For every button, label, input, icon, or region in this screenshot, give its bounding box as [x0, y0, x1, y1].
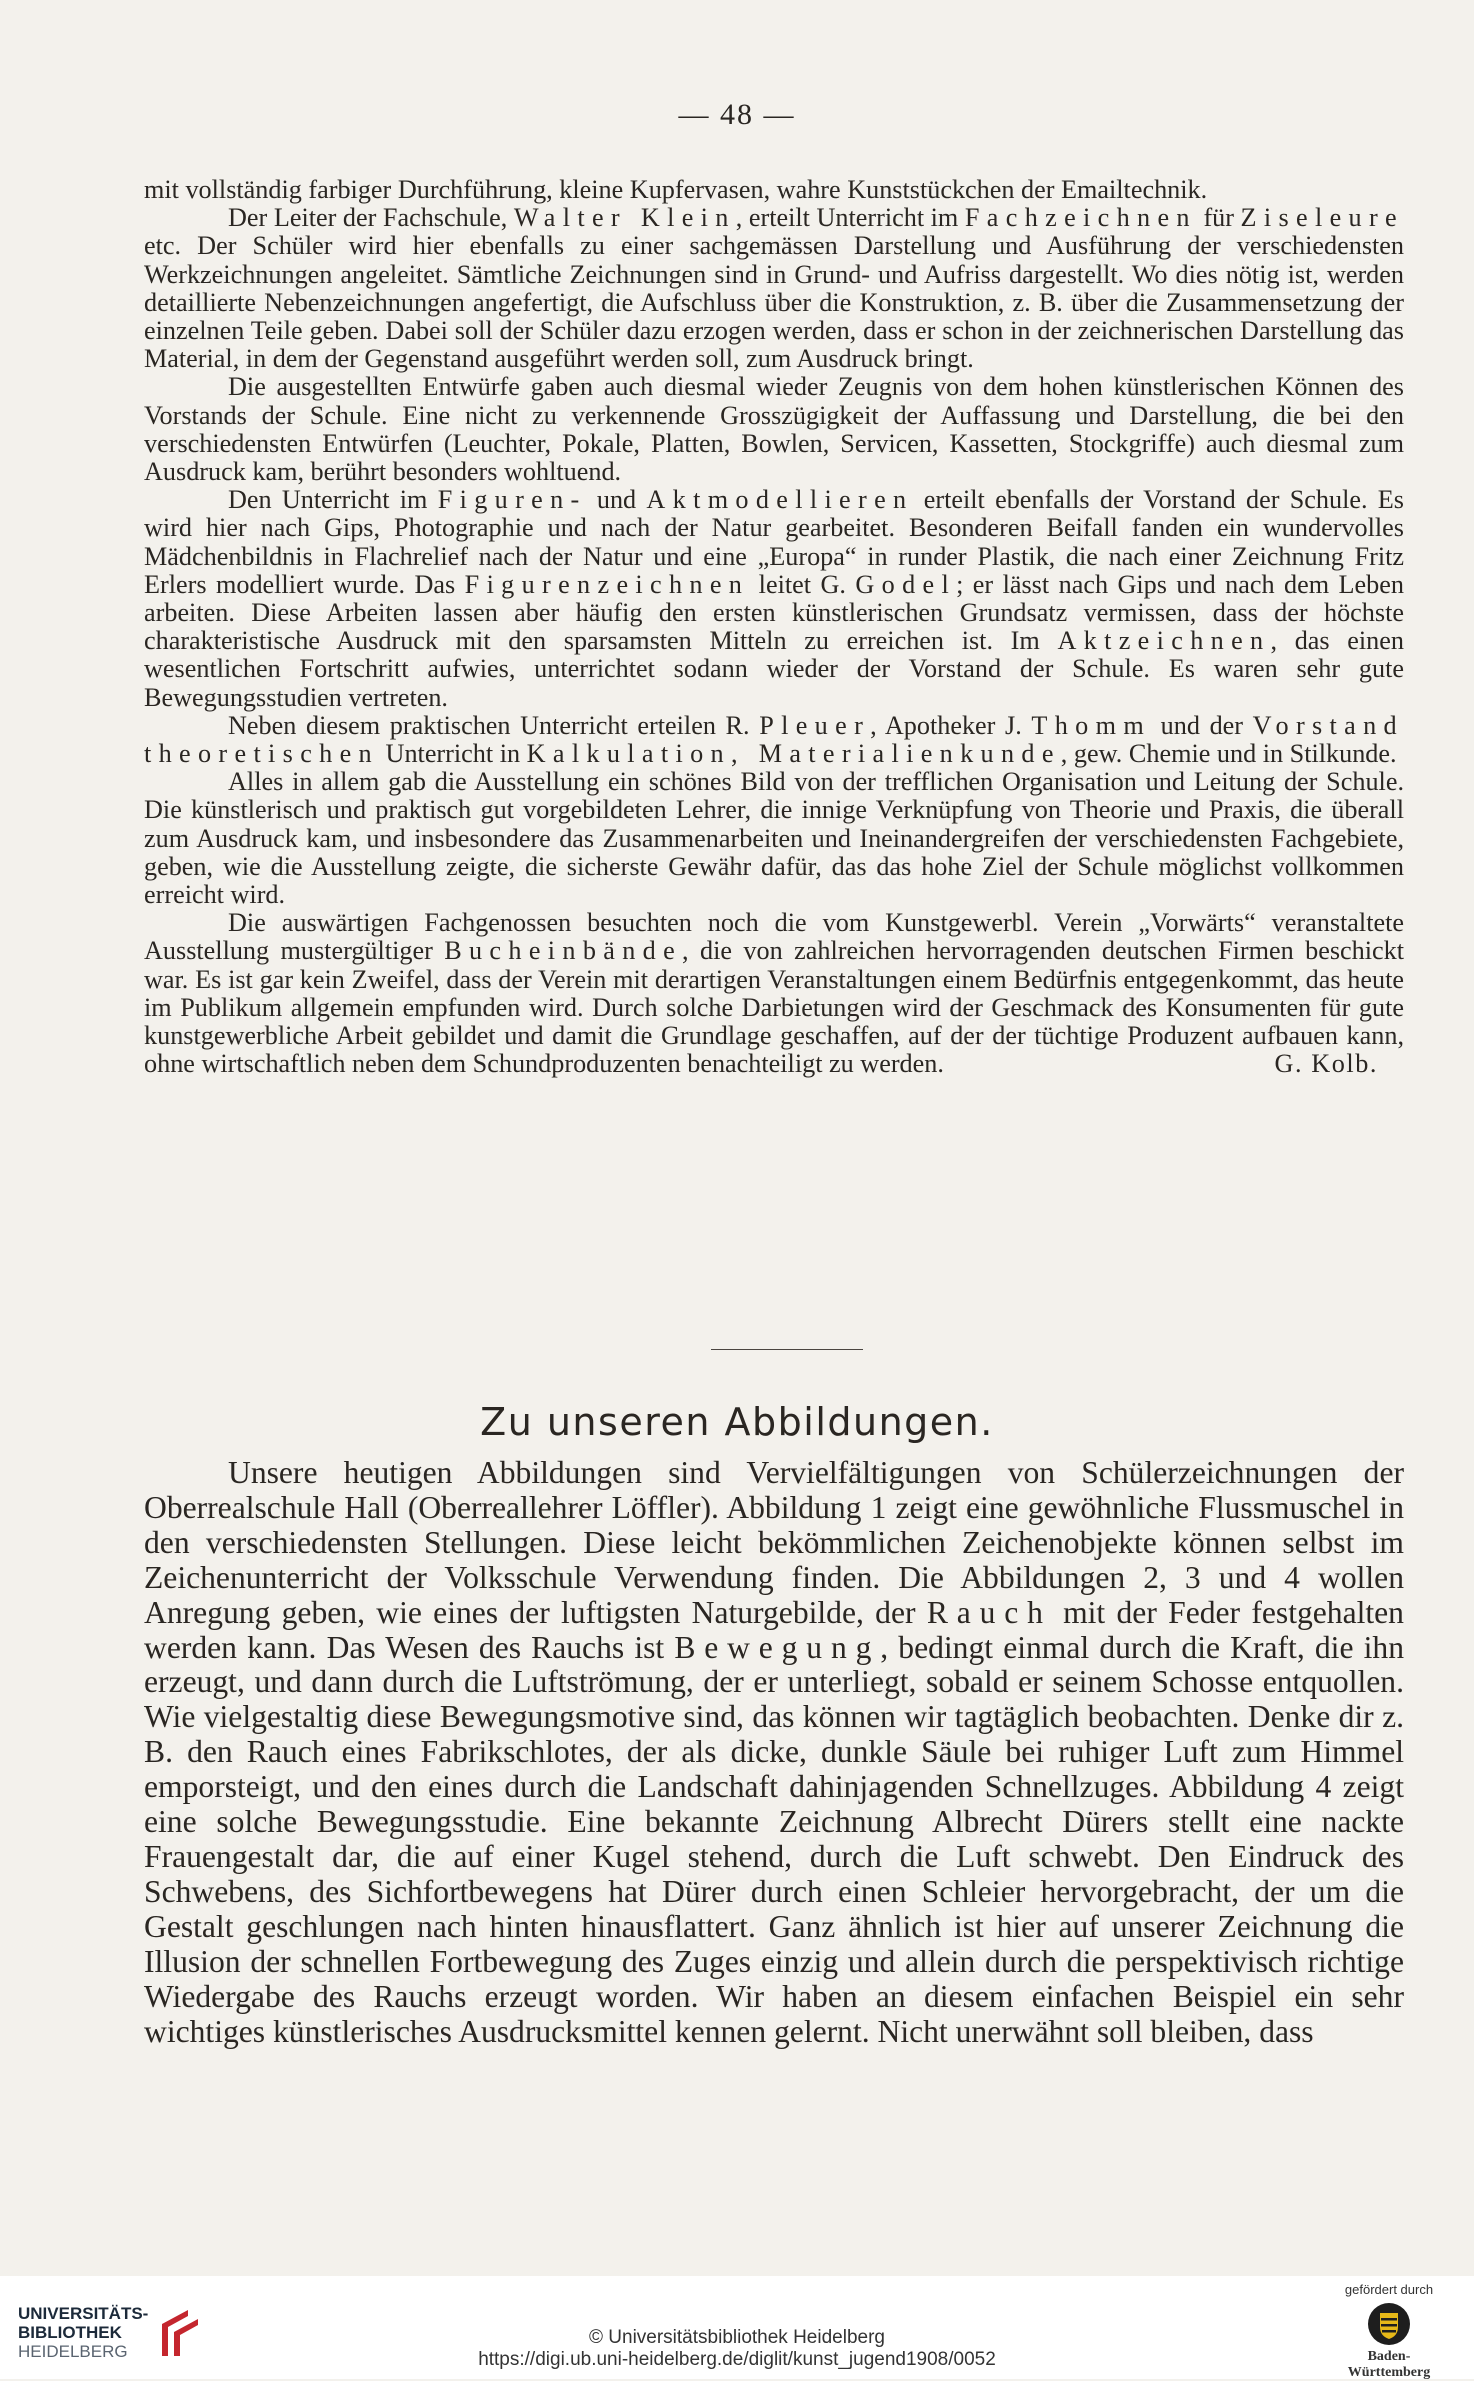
spaced-term: Bucheinbände: [444, 936, 683, 966]
spaced-term: Godel: [855, 569, 957, 599]
spaced-term: Pleuer: [759, 710, 871, 740]
spaced-term: Vorstand theoretischen: [144, 710, 1404, 769]
spaced-term: Fachzeichnen: [964, 203, 1197, 233]
spaced-term: Bewegung: [674, 1629, 881, 1665]
page-number: — 48 —: [678, 98, 796, 131]
library-name: UNIVERSITÄTS- BIBLIOTHEK HEIDELBERG: [18, 2304, 149, 2361]
spaced-term: Figuren-: [437, 485, 587, 515]
spaced-term: Walter Klein: [513, 203, 736, 233]
spaced-term: Thomm: [1031, 710, 1152, 740]
section-title: Zu unseren Abbildungen.: [480, 1400, 994, 1444]
paragraph: Unsere heutigen Abbildungen sind Vervielfältigungen von Schülerzeichnungen der Oberrealschule Hall (Oberreallehrer Löffler). Abbildung 1 zeigt eine gewöhnliche Flussmuschel in den verschiedensten Stellungen. Diese leicht bekömmlichen Zeichenobjekte können selbst im Zeichenunterricht der Volksschule Verwendung finden. Die Abbildungen 2, 3 und 4 wollen Anregung geben, wie eines der luftigsten Naturgebilde, der Rauch mit der Feder festgehalten werden kann. Das Wesen des Rauchs ist Bewegung, bedingt einmal durch die Kraft, die ihn erzeugt, und dann durch die Luftströmung, der er unterliegt, sobald er seinem Schosse entquollen. Wie vielgestaltig diese Bewegungsmotive sind, das können wir tagtäglich beobachten. Denke dir z. B. den Rauch eines Fabrikschlotes, der als dicke, dunkle Säule bei ruhiger Luft zum Himmel emporsteigt, und den eines durch die Landschaft dahinjagenden Schnellzuges. Abbildung 4 zeigt eine solche Bewegungsstudie. Eine bekannte Zeichnung Albrecht Dürers stellt eine nackte Frauengestalt dar, die auf einer Kugel stehend, durch die Luft schwebt. Den Eindruck des Schwebens, des Sichfortbewegens hat Dürer durch einen Schleier hervorgebracht, der um die Gestalt geschlungen nach hinten hinausflattert. Ganz ähnlich ist hier auf unserer Zeichnung die Illusion der schnellen Fortbewegung des Zuges einzig und allein durch die perspektivisch richtige Wiedergabe des Rauchs erzeugt worden. Wir haben an diesem einfachen Beispiel ein sehr wichtiges künstlerisches Ausdrucksmittel kennen gelernt. Nicht unerwähnt soll bleiben, dass: [144, 1455, 1404, 2049]
paragraph: Der Leiter der Fachschule, Walter Klein, erteilt Unterricht im Fachzeichnen für Ziseleure etc. Der Schüler wird hier ebenfalls zu einer sachgemässen Darstellung und Ausführung der verschiedensten Werkzeichnungen angeleitet. Sämtliche Zeichnungen sind in Grund- und Aufriss dargestellt. Wo dies nötig ist, werden detaillierte Nebenzeichnungen angefertigt, die Aufschluss über die Konstruktion, z. B. über die Zusammensetzung der einzelnen Teile geben. Dabei soll der Schüler dazu erzogen werden, dass er schon in der zeichnerischen Darstellung das Material, in dem der Gegenstand ausgeführt werden soll, zum Ausdruck bringt.: [144, 203, 1404, 374]
page-url-link[interactable]: https://digi.ub.uni-heidelberg.de/diglit/kunst_jugend1908/0052: [478, 2349, 996, 2370]
paragraph: Alles in allem gab die Ausstellung ein schönes Bild von der trefflichen Organisation und Leitung der Schule. Die künstlerisch und praktisch gut vorgebildeten Lehrer, die innige Verknüpfung von Theorie und Praxis, die überall zum Ausdruck kam, und insbesondere das Zusammenarbeiten und Ineinandergreifen der verschiedensten Fachgebiete, geben, wie die Ausstellung zeigte, die sicherste Gewähr dafür, das das hohe Ziel der Schule möglichst vollkommen erreicht wird.: [144, 767, 1404, 910]
spaced-term: Kalkulation, Materialienkunde: [526, 739, 1061, 769]
spaced-term: Aktmodellieren: [646, 485, 914, 515]
sponsor-badge: gefördert durch Baden-Württemberg: [1344, 2282, 1434, 2380]
spaced-term: Rauch: [926, 1594, 1052, 1630]
article-body: [144, 176, 1404, 1079]
paragraph: Den Unterricht im Figuren- und Aktmodellieren erteilt ebenfalls der Vorstand der Schule. Es wird hier nach Gips, Photographie und nach der Natur gearbeitet. Besonderen Beifall fanden ein wundervolles Mädchenbildnis in Flachrelief nach der Natur und eine „Europa“ in runder Plastik, die nach einer Zeichnung Fritz Erlers modelliert wurde. Das Figurenzeichnen leitet G. Godel; er lässt nach Gips und nach dem Leben arbeiten. Diese Arbeiten lassen aber häufig den ersten künstlerischen Grundsatz vermissen, dass der höchste charakteristische Ausdruck mit den sparsamsten Mitteln zu erreichen ist. Im Aktzeichnen, das einen wesentlichen Fortschritt aufwies, unterrichtet sodann wieder der Vorstand der Schule. Es waren sehr gute Bewegungsstudien vertreten.: [144, 485, 1404, 712]
section-divider: [711, 1349, 863, 1350]
footer-bar: [0, 2276, 1474, 2379]
spaced-term: Aktzeichnen: [1057, 626, 1271, 656]
paragraph: Die ausgestellten Entwürfe gaben auch diesmal wieder Zeugnis von dem hohen künstlerischen Können des Vorstands der Schule. Eine nicht zu verkennende Grosszügigkeit der Auffassung und Darstellung, die bei den verschiedensten Entwürfen (Leuchter, Pokale, Platten, Bowlen, Servicen, Kassetten, Stockgriffe) auch diesmal zum Ausdruck kam, berührt besonders wohltuend.: [144, 372, 1404, 487]
spaced-term: Ziseleure: [1240, 203, 1404, 233]
paragraph: Die auswärtigen Fachgenossen besuchten noch die vom Kunstgewerbl. Verein „Vorwärts“ veranstaltete Ausstellung mustergültiger Bucheinbände, die von zahlreichen hervorragenden deutschen Firmen beschickt war. Es ist gar kein Zweifel, dass der Verein mit derartigen Veranstaltungen einem Bedürfnis entgegenkommt, das heute im Publikum allgemein empfunden wird. Durch solche Darbietungen wird der Geschmack des Konsumenten für gute kunstgewerbliche Arbeit gebildet und damit die Grundlage geschaffen, auf der der tüchtige Produzent aufbauen kann, ohne wirtschaftlich neben dem Schundproduzenten benachteiligt zu werden. G. Kolb.: [144, 908, 1404, 1079]
spaced-term: Figurenzeichnen: [464, 569, 750, 599]
paragraph: mit vollständig farbiger Durchführung, kleine Kupfervasen, wahre Kunststückchen der Emailtechnik.: [144, 175, 1208, 204]
copyright-notice: © Universitätsbibliothek Heidelberg https://digi.ub.uni-heidelberg.de/diglit/kunst_jugend1908/0052: [0, 2327, 1474, 2371]
author-signature: G. Kolb.: [1274, 1049, 1378, 1079]
state-coat-of-arms-icon: [1366, 2301, 1412, 2347]
paragraph: Neben diesem praktischen Unterricht erteilen R. Pleuer, Apotheker J. Thomm und der Vorstand theoretischen Unterricht in Kalkulation, Materialienkunde, gew. Chemie und in Stilkunde.: [144, 710, 1404, 769]
article-body-abbildungen: [144, 1456, 1404, 2049]
